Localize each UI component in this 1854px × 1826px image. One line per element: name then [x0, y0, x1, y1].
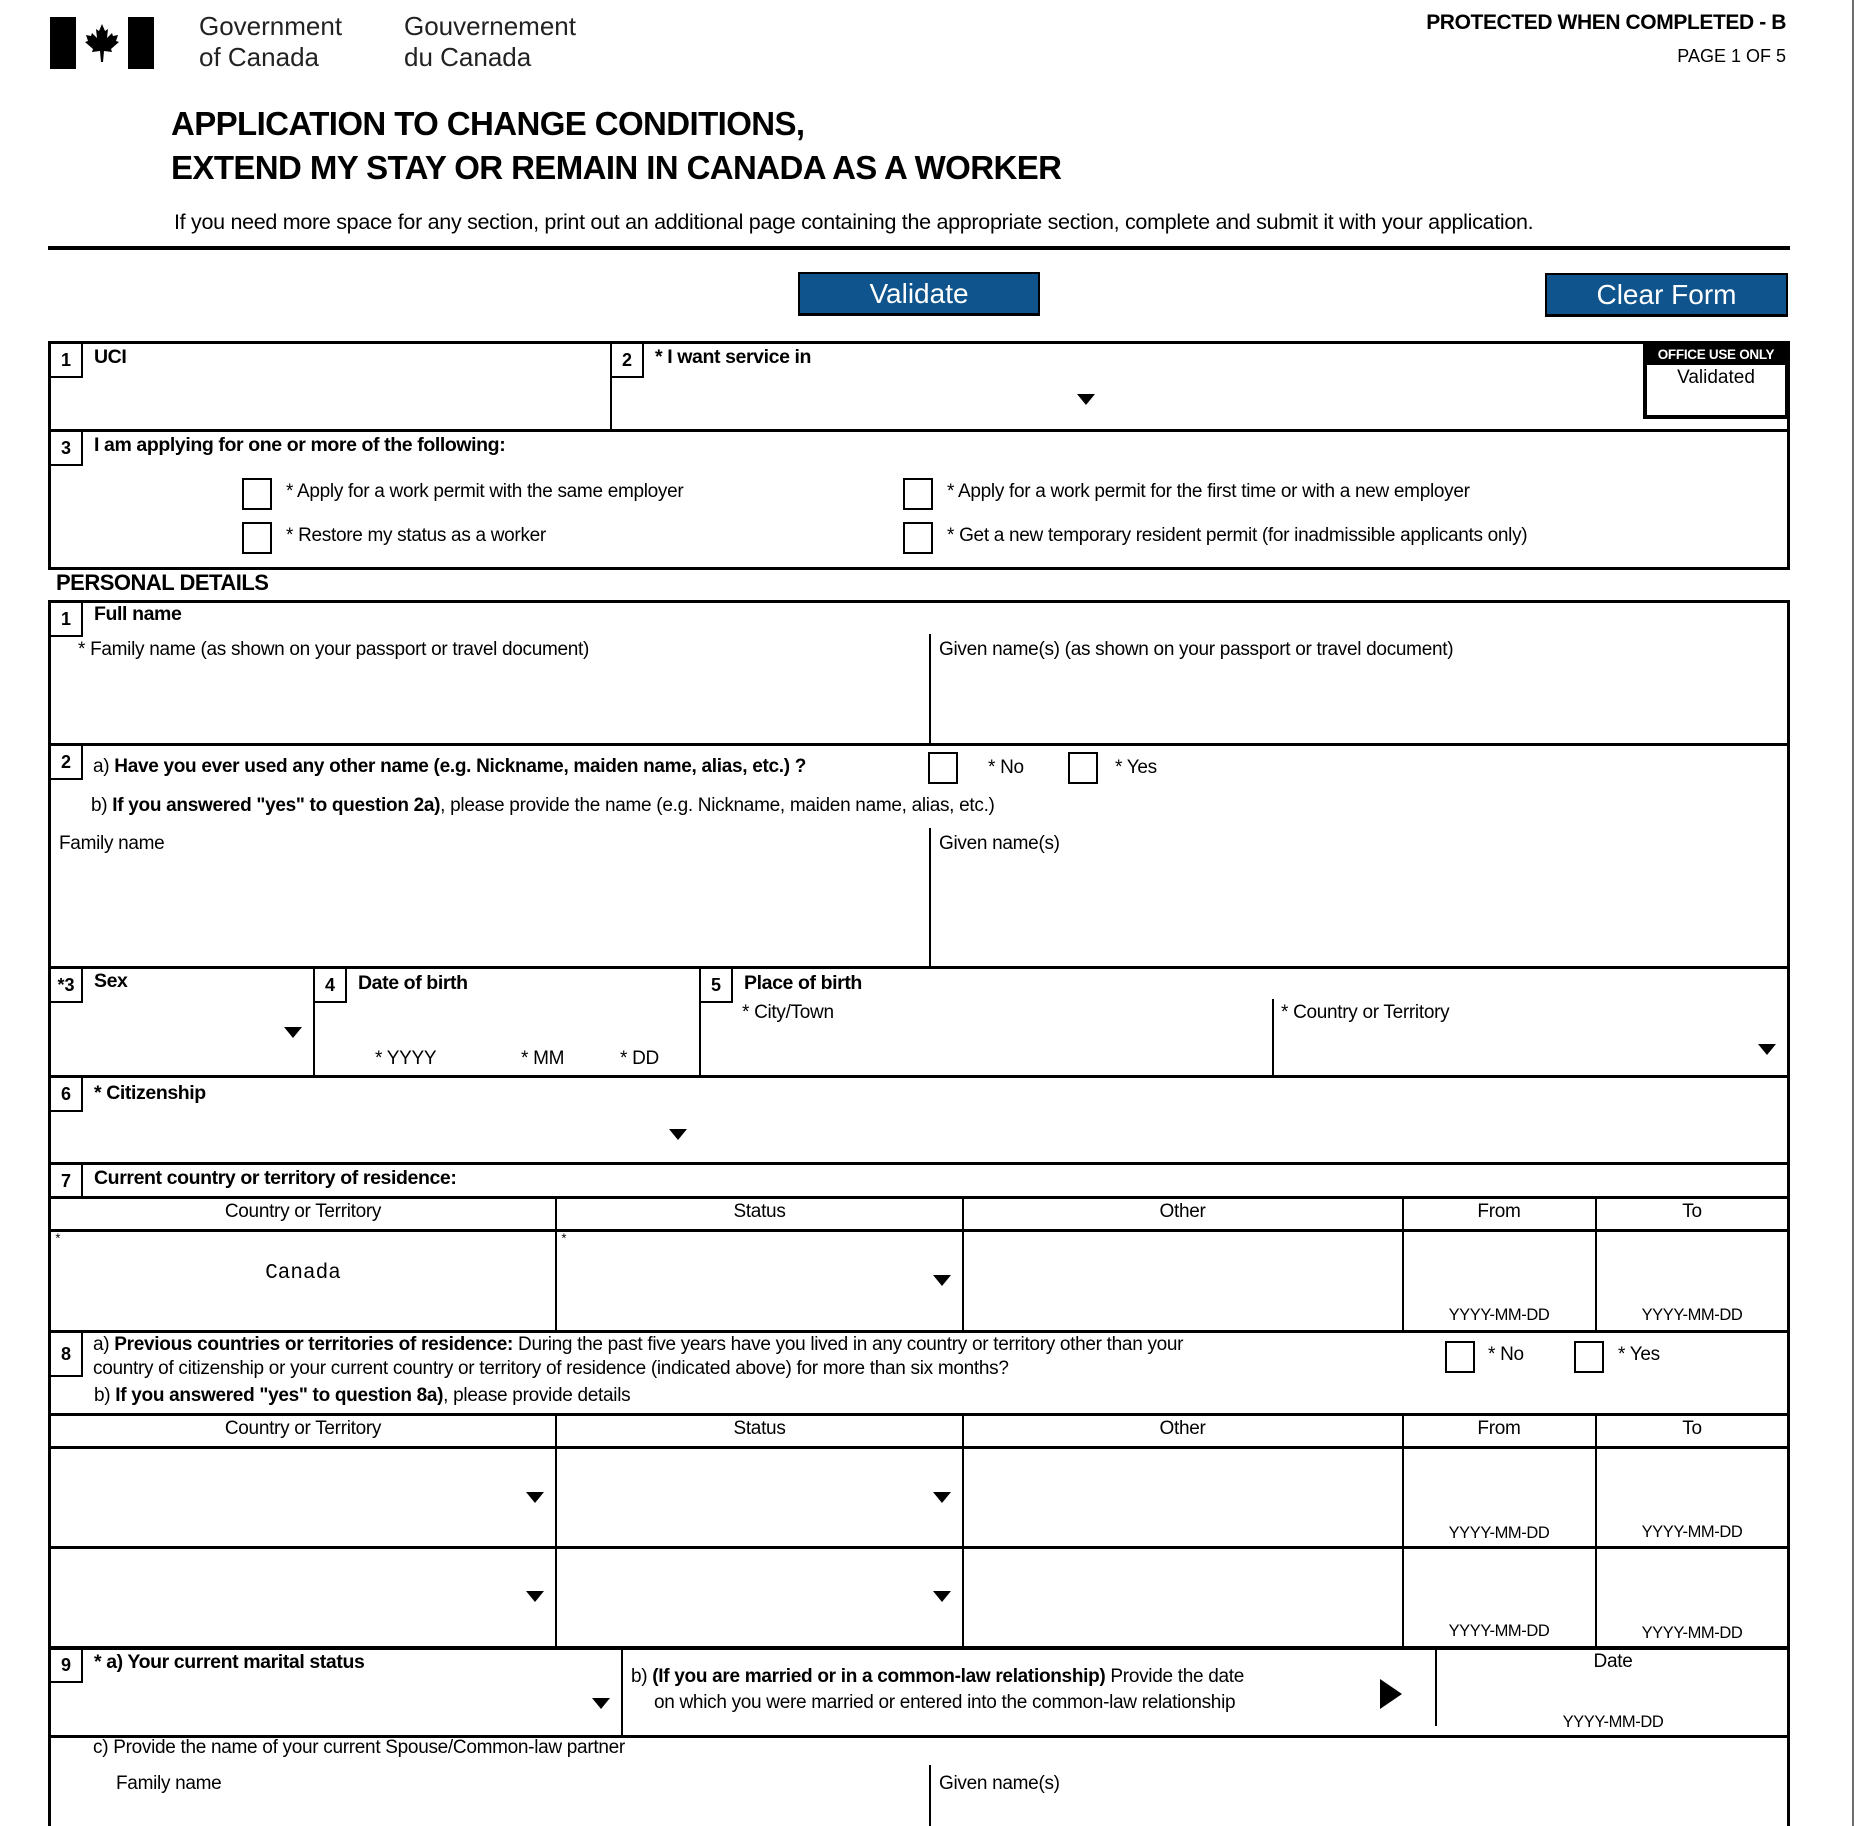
instruction-prefix: b): [631, 1666, 653, 1687]
flag-left-bar: [50, 17, 76, 69]
chevron-down-icon[interactable]: [526, 1492, 544, 1503]
column-header-status: Status: [733, 1201, 786, 1222]
divider: [555, 1413, 557, 1648]
given-name-label: Given name(s) (as shown on your passport or travel document): [939, 639, 1454, 660]
divider: [621, 1646, 623, 1737]
chevron-down-icon[interactable]: [933, 1492, 951, 1503]
question-prefix: a): [93, 1334, 115, 1355]
uci-label: UCI: [94, 346, 127, 368]
question-number-5: 5: [701, 969, 733, 1003]
chevron-down-icon[interactable]: [669, 1129, 687, 1140]
border-left: [48, 1735, 51, 1826]
chevron-down-icon[interactable]: [1077, 394, 1095, 405]
instruction-rest: , please provide details: [443, 1385, 631, 1406]
divider: [48, 1229, 1790, 1232]
restore-status-label: * Restore my status as a worker: [286, 525, 546, 546]
other-name-no-checkbox[interactable]: [928, 752, 958, 784]
dob-input[interactable]: [330, 1005, 690, 1045]
new-employer-label: * Apply for a work permit for the first time or with a new employer: [947, 481, 1470, 502]
question-prefix: a): [93, 756, 115, 777]
trp-checkbox[interactable]: [903, 522, 933, 554]
pob-city-label: * City/Town: [742, 1002, 834, 1023]
citizenship-select[interactable]: [60, 1112, 700, 1158]
column-header-other: Other: [1159, 1201, 1206, 1222]
form-title: [171, 102, 1061, 190]
instruction-line1: Provide the date: [1105, 1666, 1245, 1687]
sex-select[interactable]: [56, 1005, 306, 1071]
header-divider: [48, 246, 1790, 250]
instruction-prefix: b): [91, 795, 113, 816]
other-family-name-input[interactable]: [60, 864, 920, 960]
column-header-other: Other: [1159, 1418, 1206, 1439]
service-language-select[interactable]: [620, 380, 1620, 424]
restore-status-checkbox[interactable]: [242, 522, 272, 554]
other-name-yes-checkbox[interactable]: [1068, 752, 1098, 784]
question-number-8: 8: [51, 1333, 83, 1377]
other-name-no-label: * No: [988, 757, 1024, 778]
spouse-given-name-label: Given name(s): [939, 1773, 1060, 1794]
marriage-date-label: Date: [1593, 1651, 1633, 1672]
office-use-title: OFFICE USE ONLY: [1647, 345, 1785, 365]
column-header-to: To: [1682, 1201, 1702, 1222]
column-header-country: Country or Territory: [224, 1201, 382, 1222]
dob-yyyy-label: * YYYY: [375, 1048, 437, 1069]
previous-residence-no-label: * No: [1488, 1344, 1524, 1365]
question-number-2: 2: [612, 344, 644, 378]
canada-flag-logo: [50, 17, 154, 69]
gov-en-line2: of Canada: [199, 42, 319, 72]
chevron-down-icon[interactable]: [1758, 1044, 1776, 1055]
previous-country-select-2[interactable]: [54, 1552, 552, 1642]
instruction-prefix: b): [94, 1385, 116, 1406]
previous-country-select-1[interactable]: [54, 1452, 552, 1542]
flag-right-bar: [128, 17, 154, 69]
office-use-box: [1643, 341, 1789, 419]
current-other-input[interactable]: [966, 1235, 1398, 1327]
question-number-4: 4: [315, 969, 347, 1003]
spouse-name-instruction: c) Provide the name of your current Spouse/Common-law partner: [93, 1737, 625, 1758]
divider: [929, 1765, 931, 1826]
pob-country-select[interactable]: [1280, 1030, 1780, 1072]
other-name-question: [93, 756, 806, 778]
current-to-input[interactable]: [1600, 1235, 1786, 1305]
column-header-from: From: [1477, 1418, 1521, 1439]
question-number-3: 3: [51, 432, 83, 466]
gov-en-wordmark: [199, 11, 342, 73]
other-name-instruction: [91, 795, 995, 817]
applying-for-label: I am applying for one or more of the following:: [94, 434, 506, 456]
other-name-yes-label: * Yes: [1115, 757, 1157, 778]
divider: [1272, 999, 1274, 1077]
same-employer-checkbox[interactable]: [242, 478, 272, 510]
office-use-status: Validated: [1677, 367, 1755, 388]
date-format-hint: YYYY-MM-DD: [1562, 1713, 1664, 1731]
current-from-input[interactable]: [1406, 1235, 1592, 1305]
column-header-to: To: [1682, 1418, 1702, 1439]
other-given-name-input[interactable]: [940, 864, 1780, 960]
spouse-family-name-label: Family name: [116, 1773, 222, 1794]
protected-label: PROTECTED WHEN COMPLETED - B: [1426, 11, 1786, 34]
family-name-input[interactable]: [60, 670, 920, 740]
instruction-bold: (If you are married or in a common-law relationship): [652, 1666, 1106, 1687]
form-title-line2: EXTEND MY STAY OR REMAIN IN CANADA AS A WORKER: [171, 149, 1062, 186]
previous-to-input-2[interactable]: [1600, 1552, 1786, 1622]
divider: [929, 828, 931, 967]
question-number-9: 9: [51, 1649, 83, 1683]
previous-from-input-2[interactable]: [1406, 1552, 1592, 1622]
question-bold: Previous countries or territories of residence:: [114, 1334, 514, 1355]
pob-country-label: * Country or Territory: [1281, 1002, 1450, 1023]
divider: [48, 1546, 1790, 1549]
maple-leaf-icon: [76, 17, 128, 69]
current-status-select[interactable]: [560, 1245, 958, 1325]
previous-residence-yes-checkbox[interactable]: [1574, 1341, 1604, 1373]
question-number-6: 6: [51, 1078, 83, 1112]
question-number-1: 1: [51, 603, 83, 637]
date-format-hint: YYYY-MM-DD: [1448, 1524, 1550, 1542]
gov-fr-line2: du Canada: [404, 42, 532, 72]
divider: [48, 1413, 1790, 1416]
border-right: [1787, 1735, 1790, 1826]
divider: [929, 634, 931, 744]
marriage-date-instruction: [631, 1664, 1244, 1716]
full-name-label: Full name: [94, 603, 182, 625]
date-format-hint: YYYY-MM-DD: [1448, 1306, 1550, 1324]
spouse-family-name-input[interactable]: [60, 1800, 920, 1826]
page-number: PAGE 1 OF 5: [1677, 46, 1786, 66]
same-employer-label: * Apply for a work permit with the same employer: [286, 481, 684, 502]
other-given-name-label: Given name(s): [939, 833, 1060, 854]
previous-status-select-2[interactable]: [560, 1552, 958, 1642]
divider: [48, 1196, 1790, 1199]
service-language-label: * I want service in: [655, 346, 812, 368]
instruction-line2: on which you were married or entered into the common-law relationship: [654, 1692, 1236, 1713]
date-format-hint: YYYY-MM-DD: [1448, 1622, 1550, 1640]
chevron-down-icon[interactable]: [526, 1591, 544, 1602]
previous-to-input-1[interactable]: [1600, 1452, 1786, 1522]
instruction-rest: , please provide the name (e.g. Nickname, maiden name, alias, etc.): [440, 795, 995, 816]
form-instructions: If you need more space for any section, print out an additional page containing the appropriate section, complete and submit it with your application.: [174, 210, 1534, 234]
gov-en-line1: Government: [199, 11, 343, 41]
divider: [962, 1413, 964, 1648]
question-number-3: *3: [51, 969, 83, 1003]
previous-from-input-1[interactable]: [1406, 1452, 1592, 1522]
citizenship-label: * Citizenship: [94, 1082, 206, 1104]
family-name-label: * Family name (as shown on your passport or travel document): [78, 639, 590, 660]
previous-residence-no-checkbox[interactable]: [1445, 1341, 1475, 1373]
previous-other-input-1[interactable]: [966, 1452, 1398, 1542]
chevron-down-icon[interactable]: [933, 1275, 951, 1286]
column-header-country: Country or Territory: [224, 1418, 382, 1439]
column-header-status: Status: [733, 1418, 786, 1439]
required-marker: *: [560, 1232, 568, 1247]
gov-fr-wordmark: [404, 11, 576, 73]
marital-status-select[interactable]: [60, 1685, 616, 1731]
sex-label: Sex: [94, 970, 128, 992]
column-header-from: From: [1477, 1201, 1521, 1222]
pob-city-input[interactable]: [710, 1030, 1265, 1072]
arrow-right-icon: [1380, 1679, 1402, 1709]
other-family-name-label: Family name: [59, 833, 165, 854]
question-number-7: 7: [51, 1165, 83, 1198]
validate-button[interactable]: Validate: [798, 272, 1040, 316]
new-employer-checkbox[interactable]: [903, 478, 933, 510]
previous-other-input-2[interactable]: [966, 1552, 1398, 1642]
current-residence-label: Current country or territory of residence:: [94, 1167, 457, 1189]
date-format-hint: YYYY-MM-DD: [1641, 1624, 1743, 1642]
previous-residence-yes-label: * Yes: [1618, 1344, 1660, 1365]
instruction-bold: If you answered "yes" to question 8a): [115, 1385, 444, 1406]
chevron-down-icon[interactable]: [933, 1591, 951, 1602]
previous-residence-question: [93, 1333, 1183, 1381]
dob-dd-label: * DD: [620, 1048, 659, 1069]
date-format-hint: YYYY-MM-DD: [1641, 1523, 1743, 1541]
spouse-given-name-input[interactable]: [940, 1800, 1780, 1826]
previous-residence-instruction: [94, 1385, 630, 1407]
form-title-line1: APPLICATION TO CHANGE CONDITIONS,: [171, 105, 805, 142]
date-format-hint: YYYY-MM-DD: [1641, 1306, 1743, 1324]
personal-details-heading: PERSONAL DETAILS: [56, 570, 269, 595]
given-name-input[interactable]: [940, 670, 1780, 740]
question-text: Have you ever used any other name (e.g. Nickname, maiden name, alias, etc.) ?: [114, 756, 807, 777]
current-country-input[interactable]: Canada: [265, 1262, 341, 1285]
question-text-line1: During the past five years have you lived in any country or territory other than your: [513, 1334, 1184, 1355]
dob-label: Date of birth: [358, 972, 468, 994]
instruction-bold: If you answered "yes" to question 2a): [112, 795, 441, 816]
question-number-2: 2: [51, 746, 83, 780]
pob-label: Place of birth: [744, 972, 862, 994]
chevron-down-icon[interactable]: [592, 1698, 610, 1709]
previous-status-select-1[interactable]: [560, 1452, 958, 1542]
dob-mm-label: * MM: [521, 1048, 565, 1069]
divider: [48, 1446, 1790, 1449]
trp-label: * Get a new temporary resident permit (for inadmissible applicants only): [947, 525, 1528, 546]
question-number-1: 1: [51, 344, 83, 378]
gov-fr-line1: Gouvernement: [404, 11, 576, 41]
marital-status-label: * a) Your current marital status: [94, 1651, 365, 1673]
clear-form-button[interactable]: Clear Form: [1545, 273, 1788, 317]
required-marker: *: [54, 1232, 62, 1247]
chevron-down-icon[interactable]: [284, 1027, 302, 1038]
question-text-line2: country of citizenship or your current country or territory of residence (indicated above) for more than six months?: [93, 1358, 1009, 1379]
uci-input[interactable]: [60, 380, 600, 424]
